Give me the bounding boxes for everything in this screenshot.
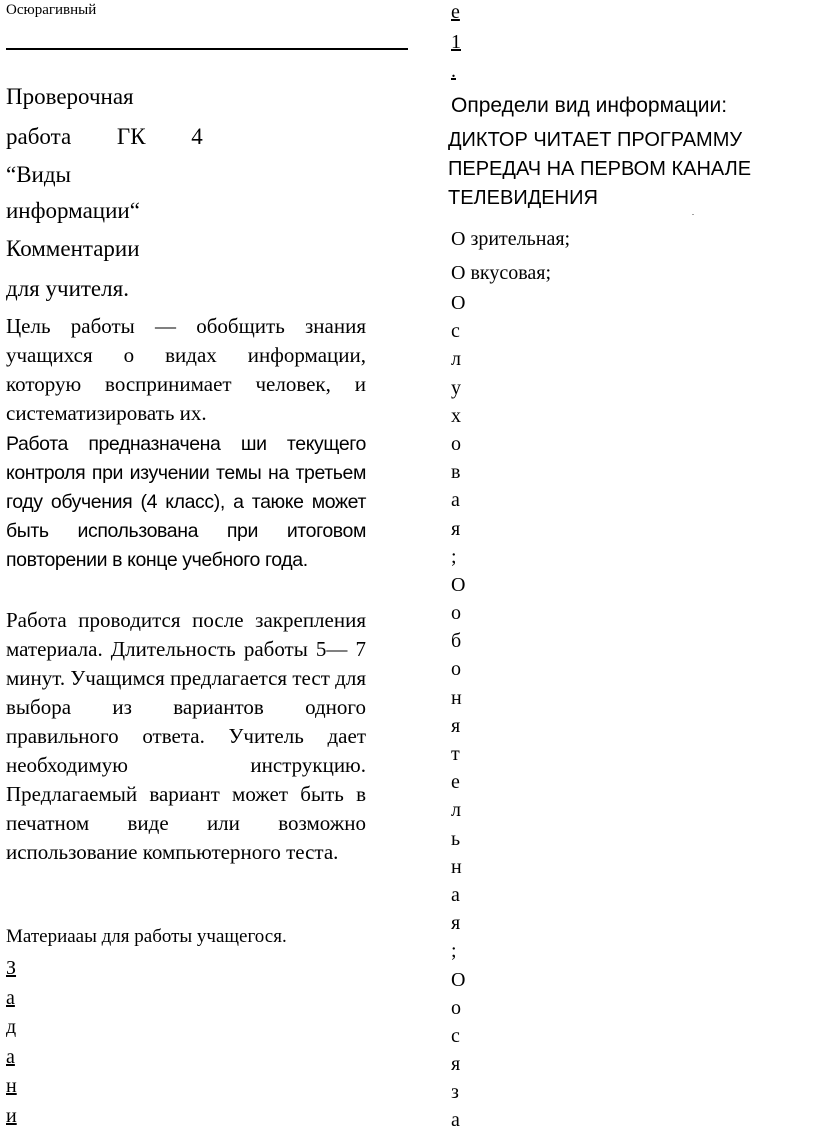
letter: х <box>451 404 461 427</box>
question-text: Определи вид информации: <box>451 94 728 117</box>
letter: а <box>451 883 460 906</box>
title-line-1: Проверочная <box>6 84 134 109</box>
letter: о <box>451 658 461 681</box>
letter: ь <box>451 827 461 850</box>
stray-dot: . <box>692 208 694 217</box>
title-line-3: “Виды <box>6 162 72 187</box>
letter: н <box>451 855 462 878</box>
paragraph-purpose: Работа предназначена ши текущего контроля при изучении темы на третьем году обучения (4 класс), а таюке может быть использована при итоговом повторении в конце учебного года. <box>6 433 366 571</box>
materials-heading: Материаaы для работы учащегося. <box>6 926 287 947</box>
title-line-2: работа ГК 4 <box>6 124 203 149</box>
paragraph-procedure: Работа проводится после закрепления материала. Длительность работы 5— 7 минут. Учащимся предлагается тест для выбора из вариантов одного правильного ответа. Учитель дает необходимую инструкцию. Предлагаемый вариант может быть в печатном виде или возможно использование компьютерного теста. <box>6 608 366 864</box>
page-header: Осюрагивный <box>6 2 97 18</box>
letter: б <box>451 630 462 653</box>
title-line-5: Комментарии <box>6 236 140 261</box>
letter: о <box>451 432 461 455</box>
letter: ; <box>451 940 457 963</box>
letter: я <box>451 517 461 540</box>
statement-line: ДИКТОР ЧИТАЕТ ПРОГРАММУ <box>448 129 743 151</box>
letter: . <box>451 60 456 82</box>
letter: з <box>451 1081 459 1104</box>
letter: т <box>451 743 460 765</box>
zadanie-vertical <box>6 954 17 1131</box>
letter: с <box>451 1024 460 1047</box>
letter: я <box>451 912 461 935</box>
option-taste: О вкусовая; <box>451 262 552 284</box>
letter: в <box>451 461 461 484</box>
letter: о <box>451 602 461 625</box>
letter: н <box>6 1075 17 1097</box>
statement <box>448 126 816 213</box>
letter: а <box>451 1109 460 1132</box>
header-rule <box>6 48 408 50</box>
letter: с <box>451 320 460 343</box>
letter: О <box>451 573 466 596</box>
letter: н <box>451 686 462 709</box>
letter: е <box>451 771 460 794</box>
task-number-vertical <box>451 0 461 87</box>
letter: д <box>6 1016 17 1038</box>
letter: о <box>451 996 461 1019</box>
title-line-4: информации“ <box>6 198 140 223</box>
letter: л <box>451 799 461 822</box>
letter: я <box>451 714 461 737</box>
statement-line: ТЕЛЕВИДЕНИЯ <box>448 187 598 209</box>
title-line-6: для учителя. <box>6 276 129 301</box>
letter: О <box>451 292 466 314</box>
options-vertical <box>451 289 465 1135</box>
option-visual: О зрительная; <box>451 228 571 250</box>
letter: З <box>6 957 17 979</box>
statement-line: ПЕРЕДАЧ НА ПЕРВОМ КАНАЛЕ <box>448 158 752 180</box>
letter: я <box>451 1053 461 1076</box>
letter: 1 <box>451 30 461 53</box>
paragraph-goal: Цель работы — обобщить знания учащихся о видах информации, которую воспринимает человек, и систематизировать их. <box>6 314 366 425</box>
letter: и <box>6 1104 17 1127</box>
letter: л <box>451 348 461 371</box>
letter: а <box>6 1045 15 1068</box>
letter: а <box>6 986 15 1009</box>
letter: е <box>451 1 460 23</box>
letter: а <box>451 489 460 512</box>
letter: у <box>451 376 461 399</box>
letter: ; <box>451 545 457 568</box>
letter: О <box>451 968 466 991</box>
